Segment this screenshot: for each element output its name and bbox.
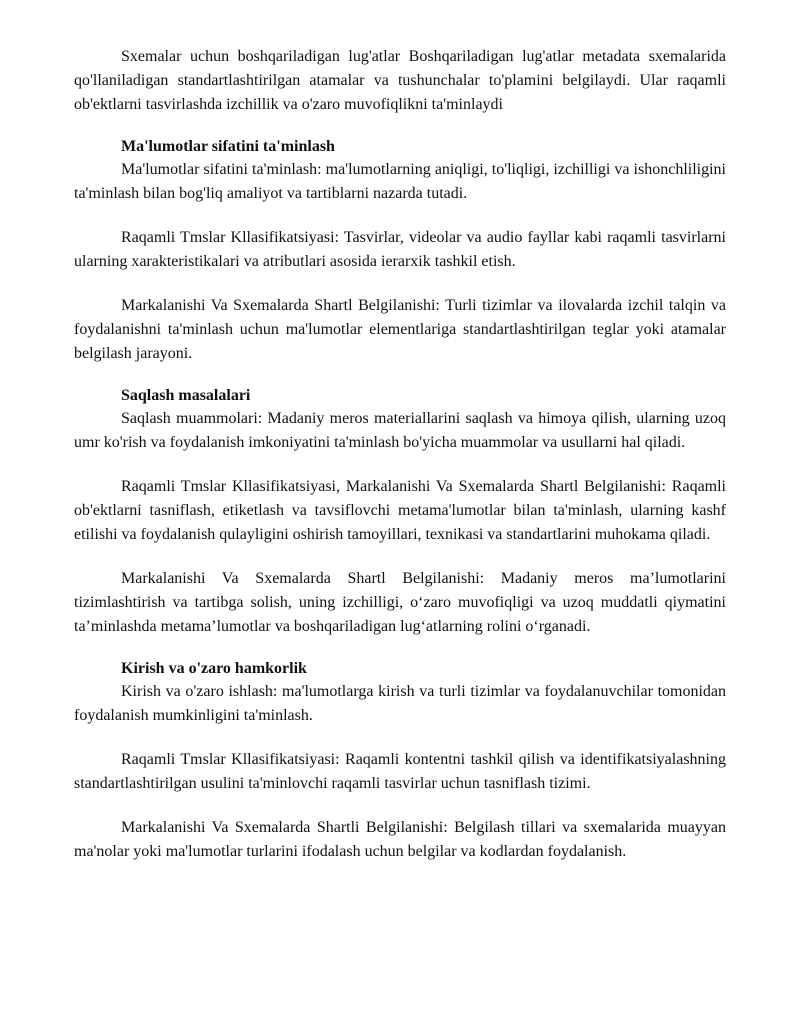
heading-access-interoperability: Kirish va o'zaro hamkorlik — [121, 660, 307, 677]
heading-preservation: Saqlash masalalari — [121, 387, 251, 404]
paragraph-digital-classification: Raqamli Tmslar Kllasifikatsiyasi: Tasvirlar, videolar va audio fayllar kabi raqamli tasvirlarni ularning xarakteristikalari va atributlari asosida ierarxik tashkil etish. — [74, 229, 726, 270]
paragraph-preservation: Saqlash muammolari: Madaniy meros materiallarini saqlash va himoya qilish, ularning uzoq umr ko'rish va foydalanish imkoniyatini ta'minlash bo'yicha muammolar va usullarni hal qiladi. — [74, 410, 726, 451]
paragraph-markup-languages: Markalanishi Va Sxemalarda Shartli Belgilanishi: Belgilash tillari va sxemalarida muayyan ma'nolar yoki ma'lumotlar turlarini ifodalash uchun belgilar va kodlardan foydalanish. — [74, 819, 726, 860]
paragraph-classification-markup: Raqamli Tmslar Kllasifikatsiyasi, Markalanishi Va Sxemalarda Shartl Belgilanishi: Raqamli ob'ektlarni tasniflash, etiketlash va tavsiflovchi metama'lumotlar bilan ta'minlash, ularning kashf etilishi va foydalanish qulayligini oshirish tamoyillari, texnikasi va standartlarini muhokama qiladi. — [74, 478, 726, 543]
paragraph-controlled-vocabularies: Sxemalar uchun boshqariladigan lug'atlar Boshqariladigan lug'atlar metadata sxemalarida qo'llaniladigan standartlashtirilgan atamalar va tushunchalar to'plamini belgilaydi. Ular raqamli ob'ektlarni tasvirlashda izchillik va o'zaro muvofiqlikni ta'minlaydi — [74, 48, 726, 113]
paragraph-data-quality: Ma'lumotlar sifatini ta'minlash: ma'lumotlarning aniqligi, to'liqligi, izchilligi va ishonchliligini ta'minlash bilan bog'liq amaliyot va tartiblarni nazarda tutadi. — [74, 161, 726, 202]
paragraph-markup-tagging: Markalanishi Va Sxemalarda Shartl Belgilanishi: Turli tizimlar va ilovalarda izchil talqin va foydalanishni ta'minlash uchun ma'lumotlar elementlariga standartlashtirilgan teglar yoki atamalar belgilash jarayoni. — [74, 297, 726, 362]
paragraph-access: Kirish va o'zaro ishlash: ma'lumotlarga kirish va turli tizimlar va foydalanuvchilar tomonidan foydalanish mumkinligini ta'minlash. — [74, 683, 726, 724]
document-page — [74, 45, 726, 864]
paragraph-classification-system: Raqamli Tmslar Kllasifikatsiyasi: Raqamli kontentni tashkil qilish va identifikatsiyalashning standartlashtirilgan usulini ta'minlovchi raqamli tasvirlar uchun tasniflash tizimi. — [74, 751, 726, 792]
heading-data-quality: Ma'lumotlar sifatini ta'minlash — [121, 138, 335, 155]
paragraph-cultural-heritage: Markalanishi Va Sxemalarda Shartl Belgilanishi: Madaniy meros ma’lumotlarini tizimlashtirish va tartibga solish, uning izchilligi, o‘zaro muvofiqligi va uzoq muddatli qiymatini ta’minlashda metama’lumotlar va boshqariladigan lug‘atlarning rolini o‘rganadi. — [74, 570, 726, 635]
